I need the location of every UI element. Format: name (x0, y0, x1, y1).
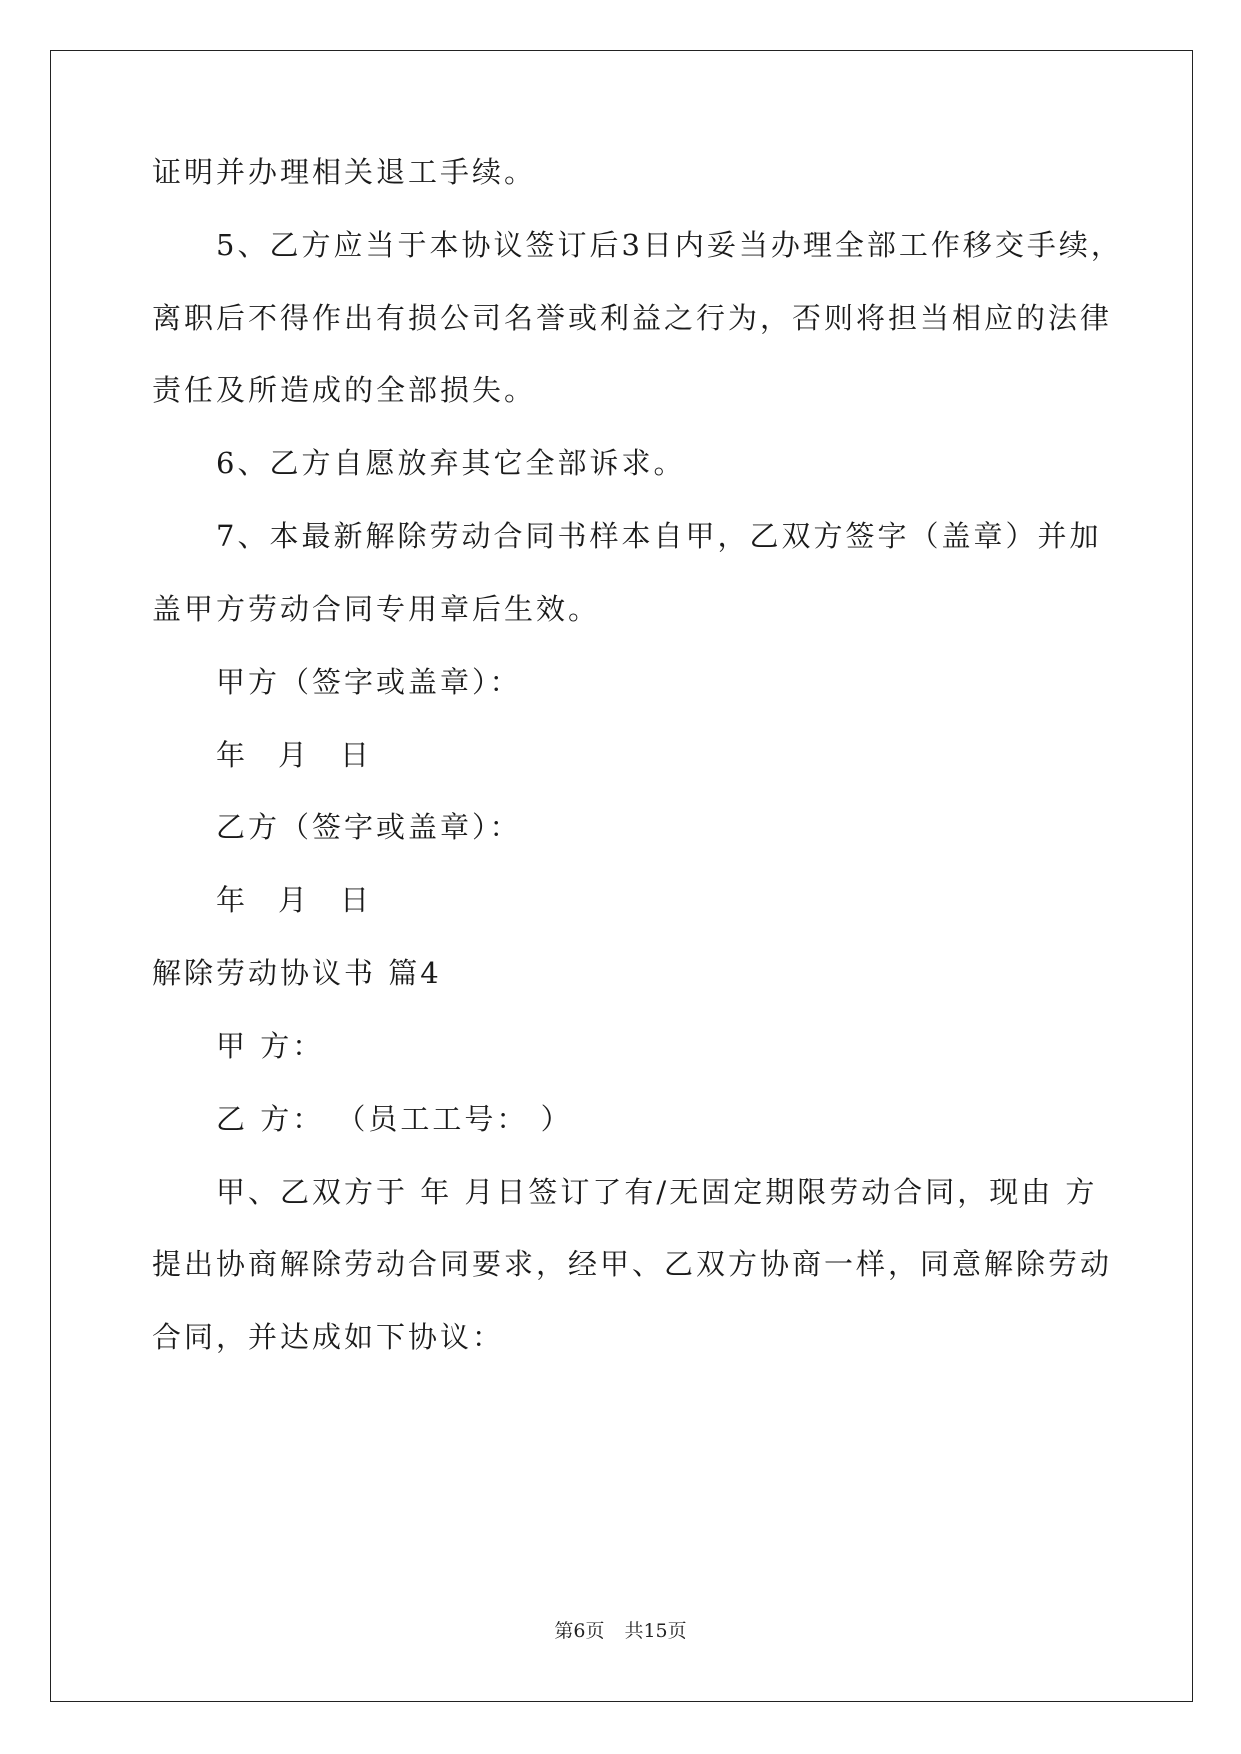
date-day: 日 (340, 883, 373, 917)
date-year: 年 (216, 738, 249, 772)
page-number: 第6页 (554, 1620, 605, 1642)
paragraph-line: 责任及所造成的全部损失。 (152, 373, 537, 407)
party-b-date (216, 880, 402, 920)
page-footer (0, 1616, 1241, 1643)
party-a-field: 甲 方： (216, 1029, 325, 1063)
page-total: 共15页 (624, 1620, 687, 1642)
section-heading: 解除劳动协议书 篇4 (152, 956, 442, 990)
paragraph-line: 甲、乙双方于 年 月日签订了有/无固定期限劳动合同，现由 方 (216, 1175, 1098, 1209)
paragraph-line: 盖甲方劳动合同专用章后生效。 (152, 592, 601, 626)
paragraph-line: 离职后不得作出有损公司名誉或利益之行为，否则将担当相应的法律 (152, 301, 1113, 335)
date-month: 月 (278, 883, 311, 917)
date-day: 日 (340, 738, 373, 772)
paragraph-line: 6、乙方自愿放弃其它全部诉求。 (216, 446, 686, 480)
party-b-signature: 乙方（签字或盖章）： (216, 810, 522, 844)
party-b-field: 乙 方： （员工工号： ） (216, 1102, 573, 1136)
paragraph-line: 合同，并达成如下协议： (152, 1320, 505, 1354)
date-year: 年 (216, 883, 249, 917)
paragraph-line: 7、本最新解除劳动合同书样本自甲，乙双方签字（盖章）并加 (216, 519, 1102, 553)
paragraph-line: 提出协商解除劳动合同要求，经甲、乙双方协商一样，同意解除劳动 (152, 1247, 1113, 1281)
paragraph-line: 证明并办理相关退工手续。 (152, 155, 537, 189)
party-a-signature: 甲方（签字或盖章）： (216, 665, 522, 699)
paragraph-line: 5、乙方应当于本协议签订后3日内妥当办理全部工作移交手续， (216, 228, 1123, 262)
date-month: 月 (278, 738, 311, 772)
party-a-date (216, 735, 402, 775)
